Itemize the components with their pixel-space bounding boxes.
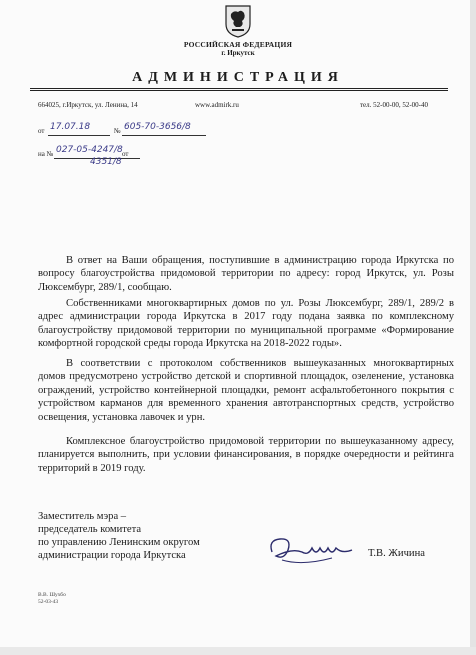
city-label: г. Иркутск — [221, 49, 255, 57]
page-edge-bottom — [0, 647, 476, 655]
administration-title: АДМИНИСТРАЦИЯ — [132, 70, 344, 85]
website-text: www.admirk.ru — [195, 101, 239, 109]
paragraph-4: Комплексное благоустройство придомовой территории по вышеуказанному адресу, планируется выполнить, при условии финансирования, в порядке очередности и рейтинга территорий в 2019 году. — [38, 436, 454, 474]
date-underline — [48, 135, 110, 136]
city-emblem-icon — [224, 4, 252, 38]
ref-prefix: на № — [38, 150, 54, 158]
outgoing-date: 17.07.18 — [50, 122, 91, 132]
signer-title-line-3: по управлению Ленинским округом — [38, 537, 200, 548]
outgoing-number: 605-70-3656/8 — [124, 122, 191, 132]
performer-block — [38, 592, 66, 606]
reference-number: 027-05-4247/8 — [56, 145, 123, 155]
federation-label: РОССИЙСКАЯ ФЕДЕРАЦИЯ — [183, 40, 293, 49]
date-prefix: от — [38, 127, 45, 135]
performer-phone: 52-03-43 — [38, 599, 59, 605]
paragraph-3: В соответствии с протоколом собственников вышеуказанных многоквартирных домов предусмотрено устройство детской и спортивной площадок, озеленение, установка ограждений, устройство контейнерной площадки, ремонт асфальтобетонного покрытия с устройством карманов для временного хранения автотранспортных средств, устройство освещения, установка лавочек и урн. — [38, 358, 454, 423]
signer-title-line-2: председатель комитета — [38, 524, 142, 535]
ref-from-prefix: от — [122, 150, 129, 158]
signer-name: Т.В. Жичина — [368, 548, 425, 559]
number-underline — [122, 135, 206, 136]
handwritten-signature — [262, 530, 362, 570]
paragraph-1: В ответ на Ваши обращения, поступившие в администрацию города Иркутска по вопросу благоустройства придомовой территории по адресу: город Иркутск, ул. Розы Люксембург, 289/1, сообщаю. — [38, 255, 454, 293]
address-text: 664025, г.Иркутск, ул. Ленина, 14 — [38, 101, 138, 109]
reference-second-number: 4351/8 — [90, 157, 122, 167]
page-edge-right — [470, 0, 476, 655]
signer-title-line-1: Заместитель мэра – — [38, 511, 127, 522]
paragraph-2: Собственниками многоквартирных домов по ул. Розы Люксембург, 289/1, 289/2 в адрес администрации города Иркутска в 2017 году подана заявка по комплексному благоустройству придомовой территории по муниципальной программе «Формирование комфортной городской среды города Иркутска на 2018-2022 годы». — [38, 298, 454, 350]
phone-text: тел. 52-00-00, 52-00-40 — [360, 101, 428, 109]
header-divider-top — [30, 88, 448, 89]
header-divider-bottom — [30, 90, 448, 91]
performer-name: В.В. Шухбо — [38, 592, 66, 598]
signer-title-line-4: администрации города Иркутска — [38, 550, 186, 561]
number-prefix: № — [114, 127, 121, 135]
